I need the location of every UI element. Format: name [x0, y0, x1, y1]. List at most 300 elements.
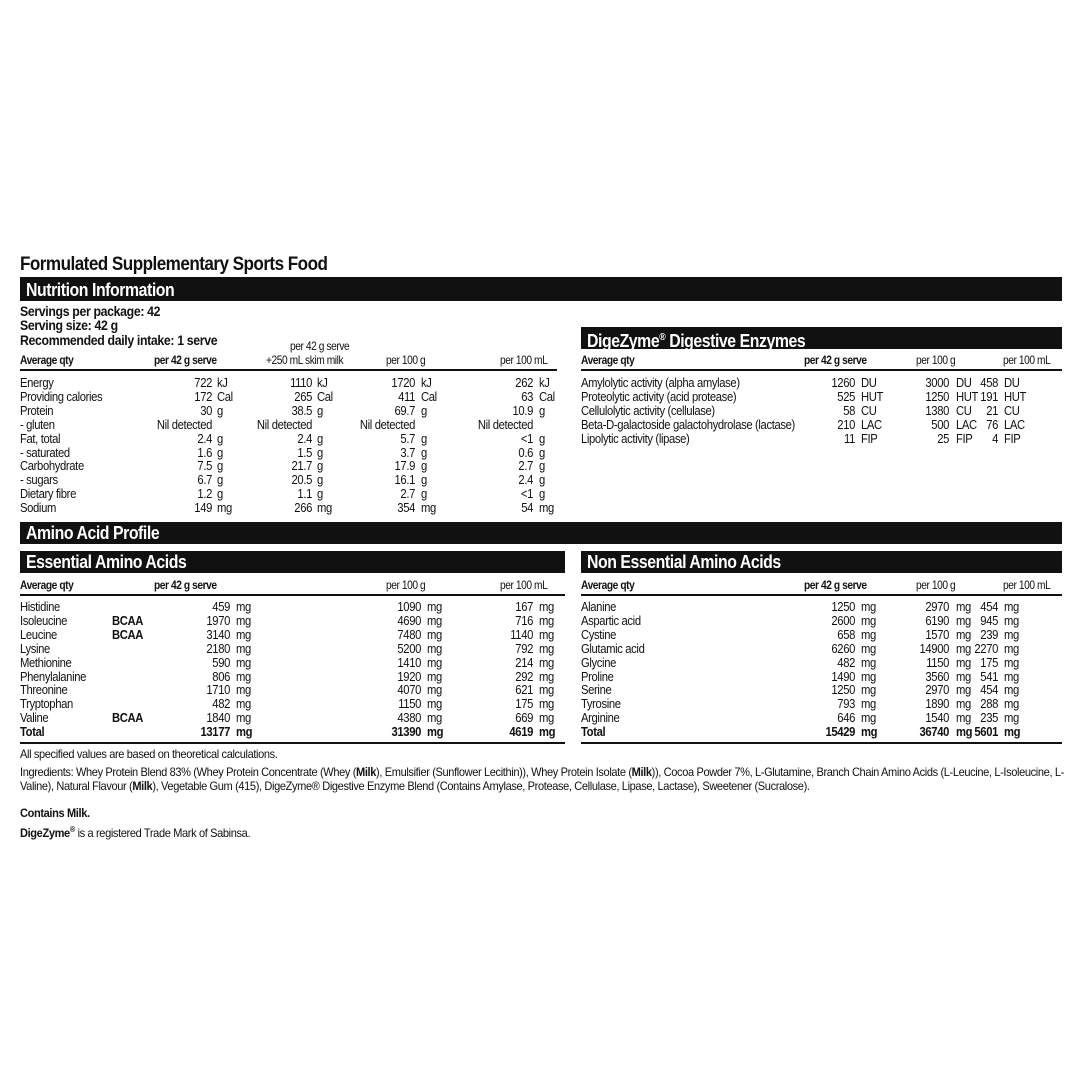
amino-total-per-100g-unit: mg — [427, 725, 444, 740]
nutrient-per-100g: 411 — [398, 389, 415, 404]
amino-per-serve-unit: mg — [861, 627, 876, 642]
nutrient-name: - sugars — [20, 473, 58, 488]
nutrient-name: - gluten — [20, 417, 55, 432]
amino-per-100g: 14900 — [919, 641, 949, 656]
nutrient-per-serve: 2.4 — [197, 431, 212, 446]
bcaa-tag: BCAA — [112, 627, 144, 642]
amino-per-serve: 459 — [212, 600, 230, 614]
amino-name: Alanine — [581, 600, 617, 614]
enzyme-per-100g: 1380 — [925, 403, 949, 418]
enzyme-per-100ml-unit: DU — [1004, 376, 1020, 390]
amino-row — [20, 671, 565, 685]
amino-name: Aspartic acid — [581, 613, 641, 628]
nutrient-per-100ml-unit: g — [539, 403, 545, 418]
bcaa-tag: BCAA — [112, 711, 144, 726]
nutrient-per-100ml-unit: g — [539, 487, 545, 502]
amino-per-serve: 1970 — [206, 613, 230, 628]
amino-per-serve-unit: mg — [861, 683, 876, 698]
enzyme-per-100g: 1250 — [925, 389, 949, 404]
amino-total-per-100ml: 4619 — [509, 725, 533, 740]
nutrient-per-serve-milk-unit: g — [317, 473, 323, 488]
enzyme-per-100ml: 191 — [980, 389, 998, 404]
amino-per-100g: 4380 — [397, 711, 421, 726]
amino-per-100g: 4690 — [397, 613, 421, 628]
nutrient-per-100g: 1720 — [391, 376, 415, 390]
amino-per-serve-unit: mg — [861, 600, 876, 614]
nonessential-heading: Non Essential Amino Acids — [587, 552, 781, 572]
amino-per-serve-unit: mg — [861, 641, 876, 656]
nutrition-col-100ml: per 100 mL — [500, 353, 548, 367]
amino-per-100g-unit: mg — [956, 613, 971, 628]
amino-total-per-serve: 13177 — [200, 725, 230, 740]
amino-row — [581, 657, 1062, 671]
nutrient-per-serve: 30 — [200, 403, 212, 418]
enzyme-per-100g: 25 — [937, 431, 949, 446]
nutrient-per-100ml-unit: g — [539, 431, 545, 446]
amino-per-100g: 2970 — [925, 600, 949, 614]
nutrient-name: Providing calories — [20, 389, 103, 404]
amino-per-100ml-unit: mg — [539, 627, 554, 642]
amino-per-100ml: 716 — [515, 613, 533, 628]
nutrient-name: Energy — [20, 376, 54, 390]
essential-header-rule — [20, 594, 565, 596]
amino-row — [20, 657, 565, 671]
enzyme-per-100ml-unit: FIP — [1004, 431, 1021, 446]
daily-intake: Recommended daily intake: 1 serve — [20, 332, 218, 348]
nutrient-per-serve-milk-unit: kJ — [317, 376, 328, 390]
amino-per-100g-unit: mg — [427, 627, 442, 642]
nutrient-per-serve-milk-unit: mg — [317, 501, 332, 516]
servings-per-package: Servings per package: 42 — [20, 303, 161, 319]
amino-per-100ml-unit: mg — [539, 711, 554, 726]
enzyme-per-100ml-unit: CU — [1004, 403, 1020, 418]
amino-per-100ml-unit: mg — [539, 655, 554, 670]
amino-per-100ml-unit: mg — [1004, 641, 1019, 656]
amino-per-100g-unit: mg — [956, 711, 971, 726]
amino-per-serve-unit: mg — [236, 683, 251, 698]
nutrient-per-serve-milk-unit: g — [317, 459, 323, 474]
amino-per-100g-unit: mg — [956, 641, 971, 656]
nutrition-col-milk-2: +250 mL skim milk — [266, 353, 344, 367]
nutrient-per-serve-milk: 265 — [294, 389, 312, 404]
nutrient-per-serve-milk: 38.5 — [291, 403, 312, 418]
nutrient-per-serve-unit: g — [217, 431, 223, 446]
nutrient-per-100g: 3.7 — [400, 445, 415, 460]
amino-per-100ml-unit: mg — [539, 600, 554, 614]
enzymes-col-100g: per 100 g — [916, 353, 956, 367]
enzymes-col-serve: per 42 g serve — [804, 353, 867, 367]
amino-per-100ml: 1140 — [510, 627, 533, 642]
essential-heading: Essential Amino Acids — [26, 552, 187, 572]
nutrient-per-100ml-unit: g — [539, 445, 545, 460]
amino-per-100ml-unit: mg — [1004, 669, 1019, 684]
amino-heading: Amino Acid Profile — [26, 523, 160, 543]
enzyme-per-100ml: 76 — [986, 417, 998, 432]
enzyme-per-serve-unit: CU — [861, 403, 877, 418]
amino-per-100ml: 235 — [980, 711, 998, 726]
nutrition-row — [20, 447, 560, 461]
amino-per-100g: 1410 — [397, 655, 421, 670]
amino-per-100g-unit: mg — [956, 697, 971, 712]
nutrient-per-serve-unit: g — [217, 487, 223, 502]
amino-per-100g: 3560 — [925, 669, 949, 684]
nutrition-row — [20, 488, 560, 502]
amino-per-serve-unit: mg — [236, 613, 251, 628]
nonessential-bottom-rule — [581, 742, 1062, 744]
amino-per-100g-unit: mg — [427, 600, 442, 614]
amino-total-label: Total — [20, 725, 45, 740]
amino-name: Tryptophan — [20, 697, 73, 712]
amino-name: Proline — [581, 669, 614, 684]
serving-size: Serving size: 42 g — [20, 317, 118, 333]
nutrient-per-serve: Nil detected — [156, 417, 212, 432]
amino-per-serve: 1250 — [831, 600, 855, 614]
amino-per-serve: 2600 — [831, 613, 855, 628]
amino-per-serve-unit: mg — [861, 711, 876, 726]
enzyme-per-serve-unit: DU — [861, 376, 877, 390]
nutrient-per-serve-unit: mg — [217, 501, 232, 516]
amino-per-100ml-unit: mg — [539, 641, 554, 656]
amino-per-100ml: 454 — [980, 600, 998, 614]
amino-per-100ml-unit: mg — [1004, 683, 1019, 698]
amino-per-100ml-unit: mg — [1004, 600, 1019, 614]
nutrient-per-100g-unit: g — [421, 445, 427, 460]
nutrition-row — [20, 474, 560, 488]
enzyme-name: Amylolytic activity (alpha amylase) — [581, 376, 740, 390]
enzyme-per-100ml-unit: LAC — [1004, 417, 1025, 432]
amino-total-per-100ml-unit: mg — [539, 725, 556, 740]
amino-per-100ml-unit: mg — [1004, 697, 1019, 712]
nutrient-name: Protein — [20, 403, 54, 418]
bcaa-tag: BCAA — [112, 613, 144, 628]
amino-per-100g-unit: mg — [427, 641, 442, 656]
amino-row — [581, 643, 1062, 657]
amino-row — [20, 601, 565, 615]
amino-per-serve: 482 — [212, 697, 230, 712]
amino-per-serve: 646 — [837, 711, 855, 726]
nutrient-per-serve: 722 — [194, 376, 212, 390]
nonessential-col-100g: per 100 g — [916, 578, 956, 592]
amino-name: Valine — [20, 711, 49, 726]
amino-name: Arginine — [581, 711, 620, 726]
enzyme-per-100g-unit: CU — [956, 403, 972, 418]
nutrient-per-serve-milk-unit: Cal — [317, 389, 333, 404]
nutrient-name: Carbohydrate — [20, 459, 84, 474]
amino-per-100g-unit: mg — [956, 655, 971, 670]
amino-name: Tyrosine — [581, 697, 621, 712]
amino-row — [581, 684, 1062, 698]
amino-per-100ml: 945 — [980, 613, 998, 628]
amino-per-100ml: 214 — [515, 655, 533, 670]
nutrient-per-100g: 69.7 — [394, 403, 415, 418]
nutrition-col-avg: Average qty — [20, 353, 74, 367]
enzyme-row — [581, 419, 1062, 433]
amino-per-100g: 1090 — [397, 600, 421, 614]
nutrient-per-serve: 6.7 — [197, 473, 212, 488]
nutrient-per-serve-unit: Cal — [217, 389, 233, 404]
amino-per-100g: 1540 — [925, 711, 949, 726]
enzyme-per-100g-unit: FIP — [956, 431, 973, 446]
nutrient-per-serve-milk-unit: g — [317, 445, 323, 460]
nutrient-name: Fat, total — [20, 431, 61, 446]
nutrient-per-100ml-unit: mg — [539, 501, 554, 516]
enzyme-per-100g-unit: HUT — [956, 389, 979, 404]
enzymes-heading: DigeZyme® Digestive Enzymes — [587, 331, 806, 351]
enzyme-per-100g-unit: DU — [956, 376, 972, 390]
calculation-note: All specified values are based on theoretical calculations. — [20, 747, 278, 761]
amino-total-per-100g: 31390 — [391, 725, 421, 740]
nutrition-row — [20, 405, 560, 419]
enzyme-per-serve: 11 — [844, 431, 855, 446]
amino-per-serve-unit: mg — [236, 655, 251, 670]
enzyme-per-serve: 210 — [837, 417, 855, 432]
nutrition-col-milk-1: per 42 g serve — [290, 339, 350, 353]
amino-per-serve: 482 — [837, 655, 855, 670]
amino-per-100ml: 175 — [515, 697, 533, 712]
nutrient-per-serve: 7.5 — [197, 459, 212, 474]
amino-row — [581, 601, 1062, 615]
amino-row — [581, 615, 1062, 629]
amino-per-serve-unit: mg — [236, 600, 251, 614]
amino-name: Glycine — [581, 655, 617, 670]
amino-per-serve: 1840 — [206, 711, 230, 726]
trademark-note: DigeZyme® is a registered Trade Mark of Sabinsa. — [20, 825, 251, 840]
amino-per-serve-unit: mg — [861, 655, 876, 670]
amino-per-100g-unit: mg — [427, 669, 442, 684]
amino-name: Cystine — [581, 627, 617, 642]
amino-per-100g-unit: mg — [427, 683, 442, 698]
nutrition-col-serve: per 42 g serve — [154, 353, 217, 367]
amino-per-100ml-unit: mg — [1004, 711, 1019, 726]
amino-per-100g-unit: mg — [956, 627, 971, 642]
essential-col-avg: Average qty — [20, 578, 74, 592]
nutrient-per-serve-unit: kJ — [217, 376, 228, 390]
enzyme-per-serve: 1260 — [831, 376, 855, 390]
amino-per-100ml-unit: mg — [539, 613, 554, 628]
amino-per-serve: 1490 — [831, 669, 855, 684]
contains-milk: Contains Milk. — [20, 806, 90, 820]
nutrient-per-serve-milk: 2.4 — [297, 431, 312, 446]
amino-per-serve: 2180 — [206, 641, 230, 656]
nutrient-per-100g-unit: g — [421, 487, 427, 502]
nutrient-name: - saturated — [20, 445, 70, 460]
nutrient-per-100g-unit: g — [421, 403, 427, 418]
amino-per-100ml-unit: mg — [539, 669, 554, 684]
amino-per-serve: 590 — [212, 655, 230, 670]
nonessential-col-avg: Average qty — [581, 578, 635, 592]
amino-per-100g: 1150 — [926, 655, 949, 670]
amino-per-100g: 4070 — [397, 683, 421, 698]
enzyme-per-100ml: 21 — [986, 403, 998, 418]
amino-per-serve: 1710 — [206, 683, 230, 698]
amino-name: Isoleucine — [20, 613, 68, 628]
amino-total-label: Total — [581, 725, 606, 740]
essential-col-100g: per 100 g — [386, 578, 426, 592]
enzyme-per-100ml: 4 — [992, 431, 998, 446]
nutrient-per-100ml: 2.4 — [518, 473, 533, 488]
nutrient-per-100g-unit: g — [421, 431, 427, 446]
amino-per-100g-unit: mg — [427, 697, 442, 712]
enzyme-per-serve: 525 — [837, 389, 855, 404]
nutrient-per-100ml-unit: kJ — [539, 376, 550, 390]
amino-per-100ml: 669 — [515, 711, 533, 726]
amino-per-serve: 793 — [837, 697, 855, 712]
product-title: Formulated Supplementary Sports Food — [20, 254, 328, 275]
enzyme-per-100ml-unit: HUT — [1004, 389, 1027, 404]
amino-total-per-100g: 36740 — [919, 725, 949, 740]
nutrient-per-100g-unit: g — [421, 459, 427, 474]
amino-per-100g: 1890 — [925, 697, 949, 712]
enzyme-per-serve-unit: LAC — [861, 417, 882, 432]
enzyme-per-100ml: 458 — [980, 376, 998, 390]
enzyme-per-serve: 58 — [843, 403, 855, 418]
amino-per-serve-unit: mg — [236, 697, 251, 712]
nutrient-per-100g-unit: g — [421, 473, 427, 488]
amino-total-per-serve-unit: mg — [236, 725, 253, 740]
nutrient-name: Dietary fibre — [20, 487, 76, 502]
amino-per-100g: 1920 — [397, 669, 421, 684]
nutrient-per-serve: 149 — [194, 501, 212, 516]
nutrient-per-serve: 1.6 — [197, 445, 212, 460]
essential-bottom-rule — [20, 742, 565, 744]
enzyme-row — [581, 391, 1062, 405]
nutrition-col-100g: per 100 g — [386, 353, 426, 367]
nonessential-header-rule — [581, 594, 1062, 596]
enzyme-name: Beta-D-galactoside galactohydrolase (lactase) — [581, 417, 795, 432]
nutrition-header-rule — [20, 369, 557, 371]
nonessential-col-100ml: per 100 mL — [1003, 578, 1051, 592]
nutrient-per-100ml-unit: g — [539, 459, 545, 474]
amino-total-per-100g-unit: mg — [956, 725, 973, 740]
nutrient-per-serve: 172 — [194, 389, 212, 404]
essential-col-100ml: per 100 mL — [500, 578, 548, 592]
ingredients-text: Ingredients: Whey Protein Blend 83% (Whey Protein Concentrate (Whey (Milk), Emulsifier (Sunflower Lecithin)), Whey Protein Isolate (Milk)), Cocoa Powder 7%, L-Glutamine, Branch Chain Amino Acids (L-Leucine, L-Isoleucine, L-Valine), Natural Flavour (Milk), Vegetable Gum (415), DigeZyme® Digestive Enzyme Blend (Contains Amylase, Protease, Cellulase, Lipase, Lactase), Sweetener (Sucralose). — [20, 765, 1064, 793]
amino-row — [581, 698, 1062, 712]
amino-per-serve-unit: mg — [236, 669, 251, 684]
amino-row — [581, 712, 1062, 726]
nutrient-per-100ml: 54 — [521, 501, 533, 516]
amino-per-100ml-unit: mg — [539, 683, 554, 698]
nutrient-per-serve-milk: 1.5 — [297, 445, 312, 460]
amino-per-100ml: 792 — [515, 641, 533, 656]
amino-name: Lysine — [20, 641, 50, 656]
nutrient-per-100g-unit: Cal — [421, 389, 437, 404]
nutrient-per-100ml-unit: g — [539, 473, 545, 488]
amino-name: Histidine — [20, 600, 60, 614]
amino-name: Leucine — [20, 627, 57, 642]
amino-total-row — [20, 726, 565, 740]
nutrition-heading-bar — [20, 279, 1062, 301]
amino-row — [20, 615, 565, 629]
amino-total-per-100ml-unit: mg — [1004, 725, 1021, 740]
amino-per-100g-unit: mg — [956, 600, 971, 614]
amino-per-100ml-unit: mg — [1004, 627, 1019, 642]
nutrient-per-serve-milk: 1110 — [290, 376, 312, 390]
nutrient-per-100ml: 262 — [515, 376, 533, 390]
nonessential-col-serve: per 42 g serve — [804, 578, 867, 592]
amino-heading-bar — [20, 522, 1062, 544]
nutrient-per-100ml: 63 — [521, 389, 533, 404]
amino-row — [20, 643, 565, 657]
nutrient-per-100ml: <1 — [520, 431, 533, 446]
nutrient-per-serve-unit: g — [217, 445, 223, 460]
amino-per-100ml: 239 — [980, 627, 998, 642]
enzymes-heading-bar — [581, 327, 1062, 349]
nutrient-per-100g-unit: mg — [421, 501, 436, 516]
enzymes-col-100ml: per 100 mL — [1003, 353, 1051, 367]
enzyme-row — [581, 377, 1062, 391]
amino-per-100g: 2970 — [925, 683, 949, 698]
amino-per-100g-unit: mg — [427, 613, 442, 628]
nutrient-per-100ml: Nil detected — [477, 417, 533, 432]
nutrient-per-serve: 1.2 — [197, 487, 212, 502]
enzyme-per-serve-unit: HUT — [861, 389, 884, 404]
enzyme-per-100g: 3000 — [925, 376, 949, 390]
enzyme-per-serve-unit: FIP — [861, 431, 878, 446]
amino-per-100g: 6190 — [925, 613, 949, 628]
amino-total-per-serve: 15429 — [825, 725, 855, 740]
amino-per-100ml-unit: mg — [1004, 655, 1019, 670]
nonessential-heading-bar — [581, 551, 1062, 573]
essential-heading-bar — [20, 551, 565, 573]
nutrient-per-serve-milk: 266 — [294, 501, 312, 516]
nutrient-per-100ml-unit: Cal — [539, 389, 555, 404]
amino-name: Serine — [581, 683, 612, 698]
nutrient-per-serve-milk: 1.1 — [297, 487, 312, 502]
amino-per-100ml: 167 — [515, 600, 533, 614]
nutrient-per-100ml: 0.6 — [518, 445, 533, 460]
nutrient-per-serve-milk: 20.5 — [291, 473, 312, 488]
enzyme-name: Cellulolytic activity (cellulase) — [581, 403, 715, 418]
nutrition-row — [20, 433, 560, 447]
amino-name: Methionine — [20, 655, 72, 670]
nutrition-row — [20, 391, 560, 405]
nutrient-per-serve-milk-unit: g — [317, 487, 323, 502]
nutrition-heading: Nutrition Information — [26, 280, 175, 300]
amino-per-100g: 1570 — [925, 627, 949, 642]
nutrient-per-100ml: 2.7 — [518, 459, 533, 474]
nutrient-per-serve-milk-unit: g — [317, 431, 323, 446]
amino-per-100ml: 292 — [515, 669, 533, 684]
amino-per-100ml: 288 — [980, 697, 998, 712]
amino-per-100ml: 2270 — [974, 641, 998, 656]
amino-total-per-100ml: 5601 — [974, 725, 998, 740]
amino-per-serve: 1250 — [831, 683, 855, 698]
amino-total-per-serve-unit: mg — [861, 725, 878, 740]
amino-row — [20, 684, 565, 698]
nutrient-per-100g: 17.9 — [394, 459, 415, 474]
nutrition-row — [20, 460, 560, 474]
amino-name: Phenylalanine — [20, 669, 87, 684]
enzyme-per-100g-unit: LAC — [956, 417, 977, 432]
nutrition-row — [20, 419, 560, 433]
amino-per-100g-unit: mg — [956, 669, 971, 684]
amino-row — [20, 712, 565, 726]
amino-per-serve-unit: mg — [236, 711, 251, 726]
enzyme-name: Proteolytic activity (acid protease) — [581, 389, 737, 404]
enzymes-header-rule — [581, 369, 1062, 371]
enzyme-row — [581, 405, 1062, 419]
amino-per-serve: 6260 — [831, 641, 855, 656]
nutrition-row — [20, 377, 560, 391]
nutrient-per-serve-unit: g — [217, 459, 223, 474]
nutrient-per-100g: Nil detected — [359, 417, 415, 432]
nutrient-per-serve-unit: g — [217, 403, 223, 418]
enzyme-per-100g: 500 — [931, 417, 949, 432]
nutrient-per-serve-milk-unit: g — [317, 403, 323, 418]
essential-col-serve: per 42 g serve — [154, 578, 217, 592]
nutrient-per-100ml: 10.9 — [512, 403, 533, 418]
